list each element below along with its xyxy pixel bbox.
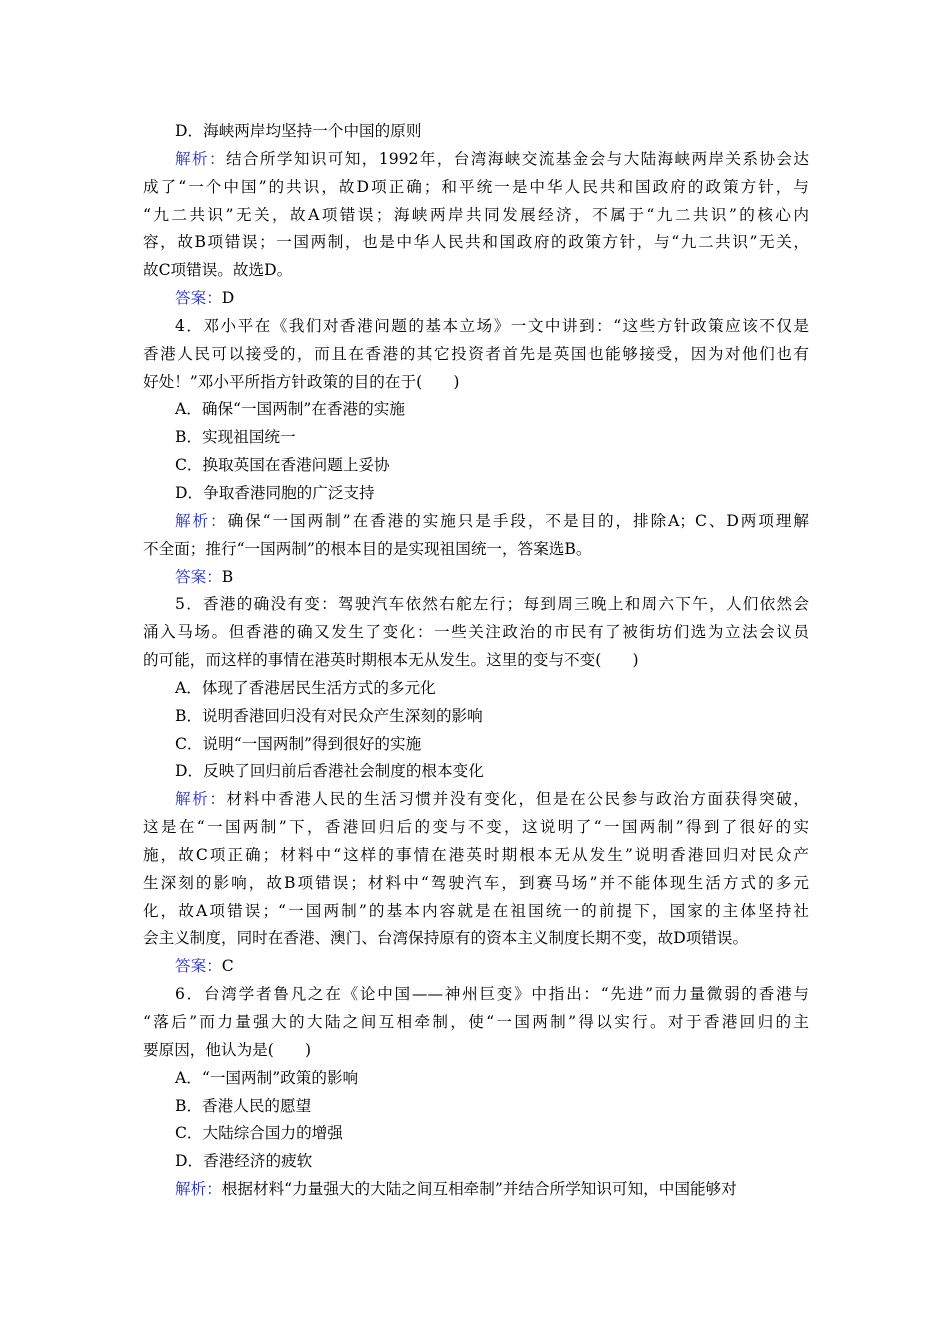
analysis-label: 解析：	[175, 149, 226, 168]
question-text: 涌入马场。但香港的确又发生了变化：一些关注政治的市民有了被街坊们选为立法会议员	[143, 623, 809, 642]
option-line: C．大陆综合国力的增强	[175, 1124, 343, 1143]
option-line: A．体现了香港居民生活方式的多元化	[175, 678, 436, 697]
analysis-label: 解析：	[175, 790, 227, 809]
analysis-label: 解析：	[175, 1180, 222, 1199]
option-line: C．换取英国在香港问题上妥协	[175, 456, 390, 475]
analysis-text: 容，故B项错误；一国两制，也是中华人民共和国政府的政策方针，与“九二共识”无关，	[143, 233, 809, 252]
question-text: 要原因，他认为是( )	[143, 1040, 312, 1059]
answer-line	[143, 953, 809, 981]
analysis-line	[143, 786, 809, 814]
option-line: A．确保“一国两制”在香港的实施	[175, 400, 405, 419]
answer-line	[143, 285, 809, 313]
question-text: “落后”而力量强大的大陆之间互相牵制，使“一国两制”得以实行。对于香港回归的主	[143, 1013, 809, 1031]
answer-value: C	[221, 957, 234, 976]
question-text: 5．香港的确没有变：驾驶汽车依然右舵左行；每到周三晚上和周六下午，人们依然会	[175, 595, 809, 614]
question-line	[143, 591, 809, 619]
option-line: D．海峡两岸均坚持一个中国的原则	[175, 122, 422, 140]
question-line	[143, 341, 809, 369]
question-line	[143, 647, 809, 675]
analysis-text: “九二共识”无关，故A项错误；海峡两岸共同发展经济，不属于“九二共识”的核心内	[143, 205, 809, 224]
analysis-line	[143, 898, 809, 926]
question-text: 的可能，而这样的事情在港英时期根本无从发生。这里的变与不变( )	[143, 651, 639, 670]
analysis-line	[143, 508, 809, 536]
document-page	[143, 118, 809, 1204]
option-line: D．反映了回归前后香港社会制度的根本变化	[175, 762, 484, 781]
analysis-line	[143, 174, 809, 202]
analysis-text: 成了“一个中国”的共识，故D项正确；和平统一是中华人民共和国政府的政策方针，与	[143, 177, 809, 196]
analysis-text: 化，故A项错误；“一国两制”的基本内容就是在祖国统一的前提下，国家的主体坚持社	[143, 901, 809, 920]
answer-label: 答案：	[175, 289, 222, 308]
option-line: D．香港经济的疲软	[175, 1152, 313, 1171]
question-line	[143, 981, 809, 1009]
option-line: B．香港人民的愿望	[175, 1096, 312, 1115]
analysis-line	[143, 870, 809, 898]
option-line: A．“一国两制”政策的影响	[175, 1068, 359, 1087]
question-text: 6．台湾学者鲁凡之在《论中国——神州巨变》中指出：“先进”而力量微弱的香港与	[175, 985, 809, 1004]
answer-label: 答案：	[175, 567, 222, 586]
question-line	[143, 1037, 809, 1065]
question-text: 4．邓小平在《我们对香港问题的基本立场》一文中讲到：“这些方针政策应该不仅是	[175, 316, 809, 335]
analysis-line	[143, 842, 809, 870]
analysis-line	[143, 925, 809, 953]
analysis-text: 生深刻的影响，故B项错误；材料中“驾驶汽车，到赛马场”并不能体现生活方式的多元	[143, 873, 809, 892]
option-line: C．说明“一国两制”得到很好的实施	[175, 734, 422, 753]
analysis-text: 材料中香港人民的生活习惯并没有变化，但是在公民参与政治方面获得突破，	[226, 790, 809, 809]
analysis-line	[143, 257, 809, 285]
analysis-line	[143, 202, 809, 230]
option-line: D．争取香港同胞的广泛支持	[175, 483, 375, 502]
analysis-line	[143, 146, 809, 174]
analysis-line	[143, 1176, 809, 1204]
analysis-text: 不全面；推行“一国两制”的根本目的是实现祖国统一，答案选B。	[143, 539, 592, 558]
analysis-text: 故C项错误。故选D。	[143, 261, 293, 280]
question-text: 好处！”邓小平所指方针政策的目的在于( )	[143, 372, 460, 391]
question-line	[143, 1009, 809, 1037]
analysis-text: 这是在“一国两制”下，香港回归后的变与不变，这说明了“一国两制”得到了很好的实	[143, 818, 809, 837]
question-line	[143, 369, 809, 397]
analysis-line	[143, 814, 809, 842]
analysis-line	[143, 536, 809, 564]
option-line: B．实现祖国统一	[175, 428, 296, 447]
analysis-text: 根据材料“力量强大的大陆之间互相牵制”并结合所学知识可知，中国能够对	[221, 1180, 737, 1199]
analysis-label: 解析：	[175, 511, 228, 530]
analysis-text: 确保“一国两制”在香港的实施只是手段，不是目的，排除A；C、D两项理解	[227, 511, 809, 530]
analysis-line	[143, 229, 809, 257]
question-line	[143, 619, 809, 647]
answer-label: 答案：	[175, 957, 222, 976]
question-text: 香港人民可以接受的，而且在香港的其它投资者首先是英国也能够接受，因为对他们也有	[143, 344, 809, 363]
option-line: B．说明香港回归没有对民众产生深刻的影响	[175, 706, 483, 725]
question-line	[143, 313, 809, 341]
analysis-text: 施，故C项正确；材料中“这样的事情在港英时期根本无从发生”说明香港回归对民众产	[143, 845, 809, 864]
answer-value: B	[221, 567, 234, 586]
answer-value: D	[221, 289, 235, 308]
answer-line	[143, 564, 809, 592]
analysis-text: 会主义制度，同时在香港、澳门、台湾保持原有的资本主义制度长期不变，故D项错误。	[143, 929, 749, 948]
analysis-text: 结合所学知识可知，1992年，台湾海峡交流基金会与大陆海峡两岸关系协会达	[225, 149, 809, 168]
